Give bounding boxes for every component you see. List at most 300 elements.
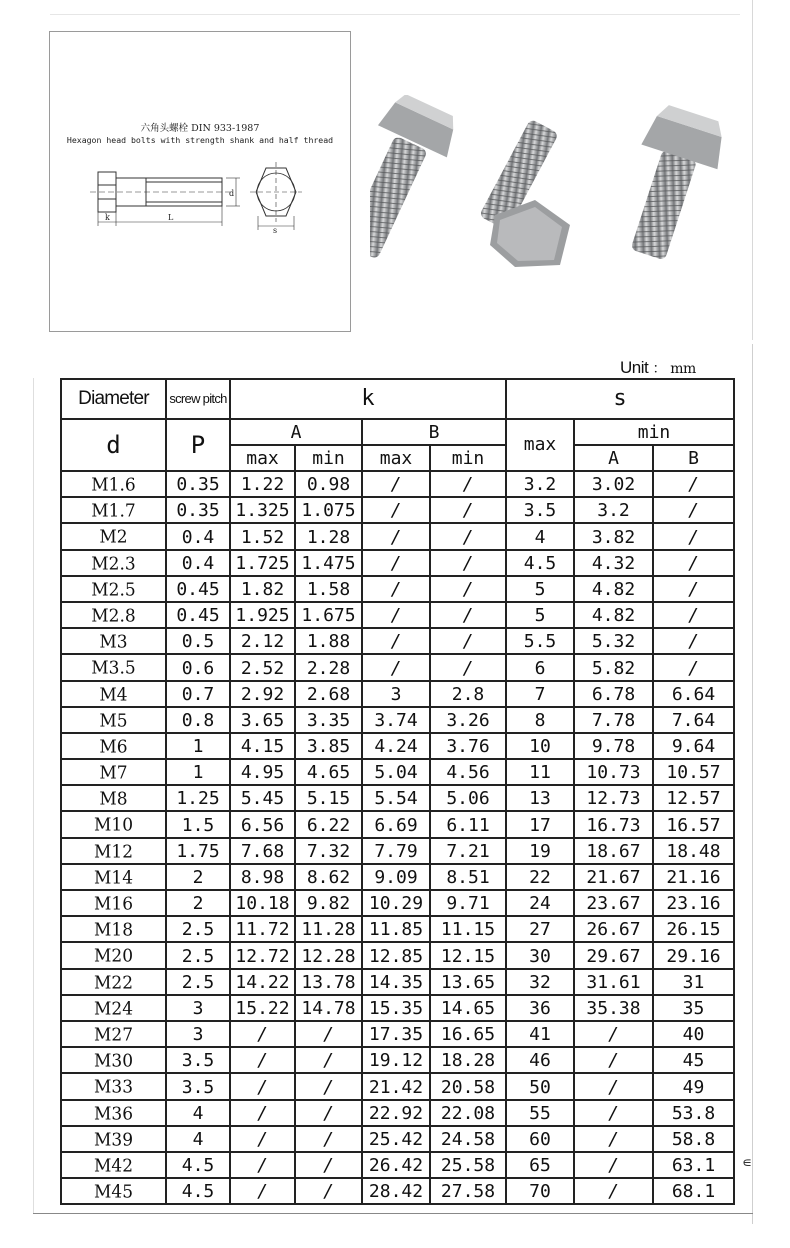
cell-pitch: 4 [166,1126,230,1152]
cell-pitch: 2.5 [166,942,230,968]
cell-k-a-min: 4.65 [295,759,362,785]
cell-k-a-max: 11.72 [230,916,295,942]
cell-diameter: M36 [61,1099,166,1126]
cell-k-a-min: 6.22 [295,811,362,837]
cell-s-max: 22 [506,864,574,890]
cell-k-a-min: 11.28 [295,916,362,942]
header-k-B: B [362,419,506,445]
header-kA-max: max [230,445,295,471]
cell-k-b-min: 13.65 [430,969,506,995]
top-divider [50,14,740,15]
cell-s-a-min: 21.67 [574,864,653,890]
cell-s-max: 27 [506,916,574,942]
table-body [61,471,734,1204]
cell-s-a-min: 18.67 [574,838,653,864]
table-row [61,576,734,602]
cell-k-b-min: 3.26 [430,707,506,733]
cell-k-b-max: / [362,628,430,654]
bolt-1 [370,95,464,268]
cell-s-max: 19 [506,838,574,864]
table-row [61,890,734,916]
table-row [61,733,734,759]
cell-k-b-max: 26.42 [362,1152,430,1178]
cell-k-a-min: 1.675 [295,602,362,628]
cell-pitch: 0.35 [166,497,230,523]
cell-k-b-min: 8.51 [430,864,506,890]
cell-diameter: M18 [61,916,166,943]
header-s: s [506,379,734,419]
cell-pitch: 0.35 [166,471,230,497]
cell-k-a-max: 4.95 [230,759,295,785]
header-P: P [166,419,230,471]
table-row [61,550,734,576]
header-row-1 [61,379,734,419]
cell-k-a-max: 1.52 [230,523,295,549]
cell-k-a-min: 0.98 [295,471,362,497]
cell-s-max: 70 [506,1178,574,1204]
cell-k-a-min: 12.28 [295,942,362,968]
cell-s-a-min: 9.78 [574,733,653,759]
drawing-title-en: Hexagon head bolts with strength shank and half thread [66,135,334,145]
cell-k-a-max: / [230,1047,295,1073]
cell-s-max: 32 [506,969,574,995]
cell-pitch: 0.45 [166,602,230,628]
cell-s-a-min: 12.73 [574,785,653,811]
bolt-dimension-drawing [50,32,350,331]
cell-k-b-min: 18.28 [430,1047,506,1073]
cell-k-b-min: / [430,654,506,680]
unit-separator: ： [652,361,666,377]
cell-pitch: 1.75 [166,838,230,864]
cell-s-a-min: 23.67 [574,890,653,916]
cell-k-b-max: 3 [362,681,430,707]
cell-s-b-min: 9.64 [653,733,734,759]
cell-pitch: 1 [166,759,230,785]
cell-diameter: M24 [61,994,166,1021]
cell-k-b-max: 6.69 [362,811,430,837]
cell-s-max: 5 [506,576,574,602]
cell-k-a-max: 8.98 [230,864,295,890]
table-row [61,471,734,497]
cell-s-a-min: 29.67 [574,942,653,968]
cell-k-a-max: 4.15 [230,733,295,759]
left-border [33,378,34,1214]
cell-k-a-min: 2.68 [295,681,362,707]
cell-k-b-max: 19.12 [362,1047,430,1073]
cell-diameter: M14 [61,863,166,890]
cell-pitch: 4.5 [166,1152,230,1178]
drawing-title-cn: 六角头螺栓 DIN 933-1987 [140,123,260,134]
cell-s-b-min: 16.57 [653,811,734,837]
cell-k-a-min: 3.85 [295,733,362,759]
cell-k-b-min: 22.08 [430,1100,506,1126]
table-row [61,497,734,523]
cell-k-a-min: / [295,1152,362,1178]
cell-k-b-min: 2.8 [430,681,506,707]
cell-diameter: M22 [61,968,166,995]
cell-s-max: 41 [506,1021,574,1047]
cell-k-a-min: 8.62 [295,864,362,890]
cell-s-b-min: 35 [653,995,734,1021]
cell-k-a-min: 14.78 [295,995,362,1021]
table-row [61,1021,734,1047]
cell-k-a-max: 14.22 [230,969,295,995]
cell-s-a-min: 4.82 [574,602,653,628]
table-row [61,1073,734,1099]
cell-s-max: 60 [506,1126,574,1152]
cell-s-b-min: 68.1 [653,1178,734,1204]
cell-k-b-min: 20.58 [430,1073,506,1099]
cell-s-b-min: 26.15 [653,916,734,942]
cell-k-b-min: / [430,550,506,576]
cell-s-a-min: 5.82 [574,654,653,680]
cell-s-max: 65 [506,1152,574,1178]
edge-mark: ∊ [742,1155,753,1171]
cell-s-a-min: 3.82 [574,523,653,549]
cell-s-a-min: 4.32 [574,550,653,576]
cell-s-max: 11 [506,759,574,785]
header-kB-min: min [430,445,506,471]
cell-k-a-max: 12.72 [230,942,295,968]
header-row-2 [61,419,734,445]
cell-diameter: M3.5 [61,654,166,681]
cell-s-b-min: / [653,654,734,680]
table-row [61,942,734,968]
cell-k-a-max: 3.65 [230,707,295,733]
cell-s-b-min: 23.16 [653,890,734,916]
cell-diameter: M7 [61,758,166,785]
cell-diameter: M30 [61,1046,166,1073]
cell-k-a-min: 1.475 [295,550,362,576]
cell-s-max: 8 [506,707,574,733]
cell-k-a-max: 7.68 [230,838,295,864]
cell-k-b-min: 16.65 [430,1021,506,1047]
cell-s-a-min: / [574,1100,653,1126]
cell-k-a-max: / [230,1126,295,1152]
header-diameter: Diameter [61,379,166,419]
cell-diameter: M5 [61,706,166,733]
table-row [61,707,734,733]
table-row [61,969,734,995]
cell-s-max: 17 [506,811,574,837]
cell-s-a-min: / [574,1073,653,1099]
table-row [61,916,734,942]
cell-s-a-min: 16.73 [574,811,653,837]
bolts-photo [370,95,740,275]
cell-k-b-min: / [430,523,506,549]
table-row [61,864,734,890]
cell-k-a-max: 5.45 [230,785,295,811]
cell-k-b-min: / [430,576,506,602]
cell-s-max: 36 [506,995,574,1021]
cell-k-b-min: 14.65 [430,995,506,1021]
cell-pitch: 4 [166,1100,230,1126]
cell-diameter: M2.8 [61,601,166,628]
dim-d-label: d [229,189,235,198]
cell-k-b-max: 28.42 [362,1178,430,1204]
cell-k-b-min: 24.58 [430,1126,506,1152]
header-sB: B [653,445,734,471]
cell-k-b-max: 12.85 [362,942,430,968]
header-k: k [230,379,506,419]
cell-diameter: M33 [61,1073,166,1100]
cell-s-b-min: 7.64 [653,707,734,733]
cell-s-a-min: 5.32 [574,628,653,654]
cell-pitch: 3.5 [166,1073,230,1099]
cell-s-max: 30 [506,942,574,968]
cell-k-b-min: / [430,471,506,497]
cell-k-a-max: 10.18 [230,890,295,916]
cell-k-a-min: / [295,1073,362,1099]
cell-pitch: 3 [166,1021,230,1047]
cell-k-a-max: 1.82 [230,576,295,602]
cell-diameter: M10 [61,811,166,838]
table-row [61,785,734,811]
cell-k-a-max: 6.56 [230,811,295,837]
bolt-dimensions-table [60,378,735,1205]
cell-k-a-max: 1.725 [230,550,295,576]
cell-k-a-max: / [230,1100,295,1126]
cell-s-max: 46 [506,1047,574,1073]
cell-k-a-min: 2.28 [295,654,362,680]
cell-pitch: 2 [166,864,230,890]
cell-k-b-min: 11.15 [430,916,506,942]
header-s-max: max [506,419,574,471]
cell-s-b-min: 58.8 [653,1126,734,1152]
table-row [61,838,734,864]
cell-s-max: 4.5 [506,550,574,576]
cell-k-a-min: 1.88 [295,628,362,654]
cell-s-a-min: / [574,1178,653,1204]
table-row [61,811,734,837]
cell-k-a-max: 2.12 [230,628,295,654]
header-k-A: A [230,419,362,445]
table-row [61,1047,734,1073]
cell-k-a-max: / [230,1021,295,1047]
cell-s-max: 5.5 [506,628,574,654]
cell-k-b-min: 3.76 [430,733,506,759]
cell-s-b-min: / [653,497,734,523]
cell-s-b-min: 29.16 [653,942,734,968]
cell-s-a-min: 35.38 [574,995,653,1021]
cell-pitch: 0.4 [166,550,230,576]
cell-s-b-min: / [653,471,734,497]
cell-pitch: 3.5 [166,1047,230,1073]
cell-diameter: M2.5 [61,575,166,602]
cell-k-b-max: / [362,497,430,523]
cell-k-b-max: / [362,576,430,602]
cell-s-a-min: 3.02 [574,471,653,497]
cell-s-a-min: 3.2 [574,497,653,523]
cell-s-max: 50 [506,1073,574,1099]
cell-diameter: M2 [61,523,166,550]
cell-s-a-min: 26.67 [574,916,653,942]
cell-pitch: 0.7 [166,681,230,707]
cell-k-b-max: 9.09 [362,864,430,890]
cell-diameter: M1.7 [61,497,166,524]
cell-diameter: M27 [61,1020,166,1047]
cell-s-b-min: / [653,576,734,602]
cell-pitch: 0.6 [166,654,230,680]
cell-pitch: 2.5 [166,969,230,995]
cell-s-a-min: 7.78 [574,707,653,733]
cell-k-b-min: 27.58 [430,1178,506,1204]
table-row [61,628,734,654]
cell-s-max: 10 [506,733,574,759]
cell-k-b-min: / [430,497,506,523]
unit-text: Unit [620,358,649,377]
cell-diameter: M4 [61,680,166,707]
cell-pitch: 1.5 [166,811,230,837]
cell-k-a-min: 7.32 [295,838,362,864]
unit-value: mm [670,361,696,377]
cell-pitch: 1 [166,733,230,759]
cell-k-a-max: 1.325 [230,497,295,523]
header-d: d [61,419,166,471]
cell-k-a-min: / [295,1047,362,1073]
cell-s-max: 4 [506,523,574,549]
cell-k-a-min: 3.35 [295,707,362,733]
right-border [752,344,753,1224]
cell-k-b-max: 5.54 [362,785,430,811]
cell-k-b-max: / [362,550,430,576]
header-pitch: screw pitch [166,379,230,419]
cell-k-b-max: / [362,602,430,628]
cell-s-max: 24 [506,890,574,916]
cell-s-b-min: 21.16 [653,864,734,890]
cell-pitch: 0.4 [166,523,230,549]
cell-k-b-max: 25.42 [362,1126,430,1152]
cell-s-b-min: / [653,523,734,549]
cell-k-a-min: 5.15 [295,785,362,811]
cell-k-b-max: 22.92 [362,1100,430,1126]
cell-s-b-min: 12.57 [653,785,734,811]
cell-k-b-min: 9.71 [430,890,506,916]
table-row [61,654,734,680]
cell-k-a-min: 1.075 [295,497,362,523]
header-kB-max: max [362,445,430,471]
cell-s-a-min: 6.78 [574,681,653,707]
cell-diameter: M1.6 [61,470,166,497]
table-row [61,1152,734,1178]
cell-k-b-max: 4.24 [362,733,430,759]
cell-pitch: 4.5 [166,1178,230,1204]
cell-s-b-min: 18.48 [653,838,734,864]
header-sA: A [574,445,653,471]
cell-pitch: 3 [166,995,230,1021]
cell-k-a-min: 13.78 [295,969,362,995]
cell-s-a-min: 10.73 [574,759,653,785]
cell-k-b-min: 7.21 [430,838,506,864]
cell-s-b-min: 31 [653,969,734,995]
cell-k-a-min: / [295,1126,362,1152]
cell-k-a-max: 15.22 [230,995,295,1021]
cell-k-b-min: 6.11 [430,811,506,837]
cell-k-b-min: 25.58 [430,1152,506,1178]
cell-diameter: M2.3 [61,549,166,576]
cell-k-a-max: 2.52 [230,654,295,680]
cell-diameter: M39 [61,1125,166,1152]
cell-diameter: M20 [61,942,166,969]
cell-s-b-min: 10.57 [653,759,734,785]
cell-k-b-max: 17.35 [362,1021,430,1047]
cell-s-max: 3.2 [506,471,574,497]
cell-pitch: 0.5 [166,628,230,654]
cell-k-b-max: / [362,654,430,680]
cell-k-b-max: 3.74 [362,707,430,733]
table-row [61,602,734,628]
cell-diameter: M45 [61,1177,166,1204]
cell-k-a-min: / [295,1178,362,1204]
cell-pitch: 0.45 [166,576,230,602]
table-row [61,995,734,1021]
cell-diameter: M42 [61,1151,166,1178]
cell-s-b-min: 63.1 [653,1152,734,1178]
cell-k-b-min: 12.15 [430,942,506,968]
cell-s-max: 5 [506,602,574,628]
dim-s-label: s [273,226,278,235]
cell-k-a-min: / [295,1021,362,1047]
dim-k-label: k [105,213,110,222]
cell-diameter: M16 [61,889,166,916]
cell-s-max: 13 [506,785,574,811]
table-row [61,1126,734,1152]
cell-k-a-max: 1.925 [230,602,295,628]
cell-k-b-max: 11.85 [362,916,430,942]
cell-s-max: 3.5 [506,497,574,523]
cell-k-b-max: / [362,523,430,549]
cell-k-b-max: 14.35 [362,969,430,995]
cell-pitch: 2.5 [166,916,230,942]
cell-pitch: 2 [166,890,230,916]
cell-k-b-max: 5.04 [362,759,430,785]
cell-s-b-min: 53.8 [653,1100,734,1126]
table-row [61,759,734,785]
bolt-3 [610,101,732,267]
unit-label [620,358,696,378]
cell-k-b-max: 7.79 [362,838,430,864]
cell-k-a-max: 2.92 [230,681,295,707]
cell-s-b-min: 45 [653,1047,734,1073]
cell-s-b-min: / [653,602,734,628]
cell-s-a-min: / [574,1152,653,1178]
right-divider [752,0,753,340]
cell-k-b-min: / [430,628,506,654]
cell-k-a-max: / [230,1152,295,1178]
cell-k-b-max: 21.42 [362,1073,430,1099]
cell-s-a-min: / [574,1126,653,1152]
cell-k-a-max: / [230,1178,295,1204]
bolt-drawing-panel [49,31,351,332]
cell-s-b-min: / [653,550,734,576]
cell-k-a-min: / [295,1100,362,1126]
table-row [61,1178,734,1204]
cell-k-a-min: 1.58 [295,576,362,602]
table-row [61,523,734,549]
cell-k-b-max: 15.35 [362,995,430,1021]
cell-k-a-max: / [230,1073,295,1099]
cell-pitch: 1.25 [166,785,230,811]
cell-pitch: 0.8 [166,707,230,733]
cell-k-b-max: 10.29 [362,890,430,916]
cell-s-b-min: / [653,628,734,654]
cell-k-a-min: 9.82 [295,890,362,916]
cell-k-b-min: 5.06 [430,785,506,811]
table-row [61,681,734,707]
cell-s-max: 6 [506,654,574,680]
cell-diameter: M3 [61,627,166,654]
header-kA-min: min [295,445,362,471]
